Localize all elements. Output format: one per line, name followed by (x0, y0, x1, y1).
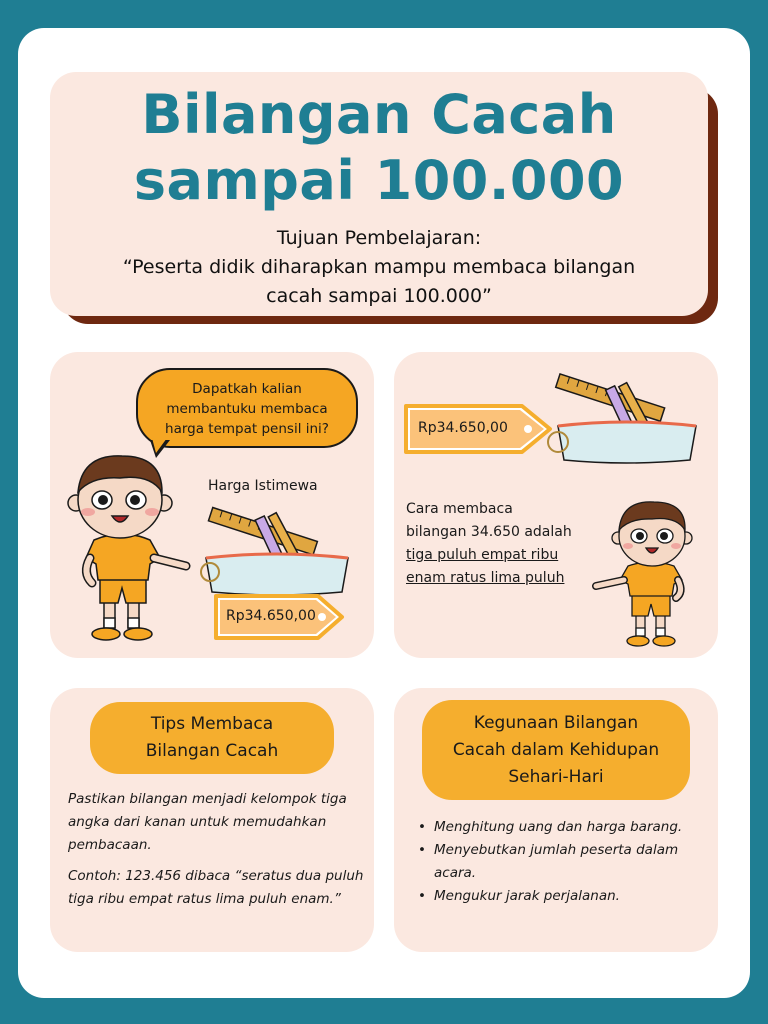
bubble-line-1: Dapatkah kalian (192, 381, 302, 397)
price-label: Harga Istimewa (208, 478, 318, 494)
tips-card (50, 688, 374, 952)
title-card (50, 72, 708, 316)
reading-explanation (406, 498, 606, 590)
bubble-line-3: harga tempat pensil ini? (165, 421, 329, 437)
tips-heading (90, 702, 334, 774)
pencil-case-illustration (202, 514, 352, 594)
explain-line-1: Cara membaca (406, 501, 513, 517)
learning-objective (70, 224, 688, 311)
uses-card (394, 688, 718, 952)
page-title (50, 82, 708, 214)
price-tag-text: Rp34.650,00 (418, 420, 508, 436)
explain-line-2: bilangan 34.650 adalah (406, 524, 572, 540)
boy-illustration (604, 496, 704, 652)
objective-label: Tujuan Pembelajaran: (276, 227, 482, 249)
tips-paragraph-2: Contoh: 123.456 dibaca “seratus dua puluh tiga ribu empat ratus lima puluh enam.” (68, 868, 364, 907)
explain-answer-line-1: tiga puluh empat ribu (406, 547, 559, 563)
tips-paragraph-1: Pastikan bilangan menjadi kelompok tiga angka dari kanan untuk memudahkan pembacaan. (68, 791, 347, 853)
uses-heading (422, 700, 690, 800)
uses-heading-line-2: Cacah dalam Kehidupan (452, 740, 660, 760)
explain-answer-line-2: enam ratus lima puluh (406, 570, 565, 586)
price-tag-text: Rp34.650,00 (226, 608, 316, 624)
boy-illustration (64, 448, 194, 648)
title-line-2: sampai 100.000 (133, 149, 625, 212)
list-item: • Mengukur jarak perjalanan. (416, 885, 706, 908)
uses-list (416, 816, 706, 908)
list-item: • Menyebutkan jumlah peserta dalam acara. (416, 839, 706, 885)
objective-line-2: cacah sampai 100.000” (266, 285, 492, 307)
list-item: • Menghitung uang dan harga barang. (416, 816, 706, 839)
tips-heading-line-2: Bilangan Cacah (145, 741, 279, 761)
tips-body (68, 788, 364, 919)
title-line-1: Bilangan Cacah (141, 83, 617, 146)
pencil-case-illustration (544, 382, 704, 462)
example-card (50, 352, 374, 658)
tips-heading-line-1: Tips Membaca (150, 714, 274, 734)
objective-line-1: “Peserta didik diharapkan mampu membaca bilangan (122, 256, 636, 278)
bubble-line-2: membantuku membaca (166, 401, 328, 417)
uses-heading-line-3: Sehari-Hari (508, 767, 604, 787)
speech-bubble (136, 368, 358, 448)
answer-card (394, 352, 718, 658)
uses-heading-line-1: Kegunaan Bilangan (473, 713, 639, 733)
